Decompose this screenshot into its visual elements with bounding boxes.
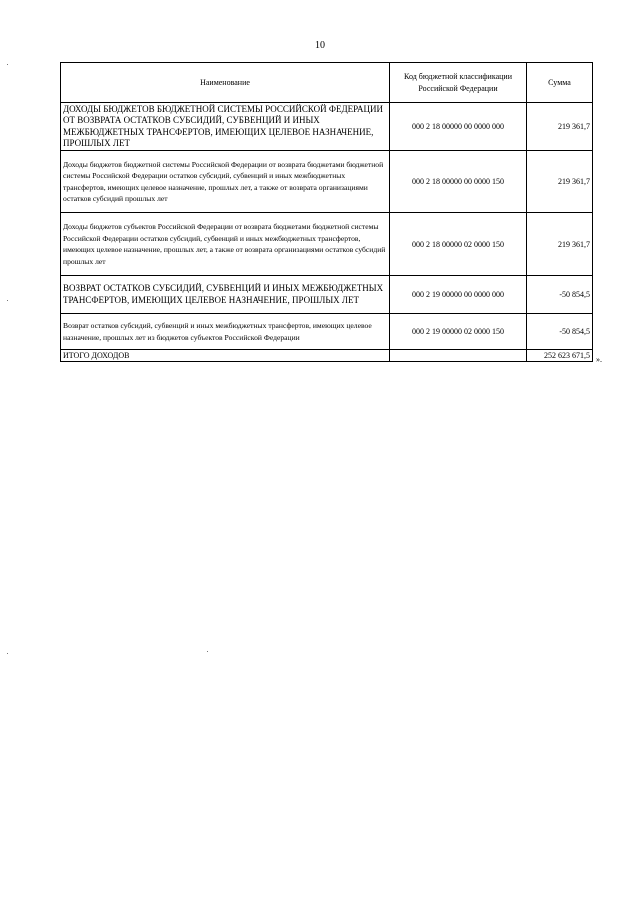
table-row <box>61 314 593 350</box>
row-code: 000 2 18 00000 00 0000 150 <box>390 151 527 213</box>
page-number: 10 <box>315 40 325 51</box>
closing-quote-mark: ». <box>596 355 602 364</box>
total-label: ИТОГО ДОХОДОВ <box>61 350 390 362</box>
row-sum: -50 854,5 <box>527 276 593 314</box>
column-header-sum: Сумма <box>527 63 593 103</box>
row-sum: 219 361,7 <box>527 151 593 213</box>
scan-speck <box>207 651 208 652</box>
table-row <box>61 276 593 314</box>
table-row <box>61 151 593 213</box>
row-sum: -50 854,5 <box>527 314 593 350</box>
total-row <box>61 350 593 362</box>
row-name: ДОХОДЫ БЮДЖЕТОВ БЮДЖЕТНОЙ СИСТЕМЫ РОССИЙСКОЙ ФЕДЕРАЦИИ ОТ ВОЗВРАТА ОСТАТКОВ СУБСИДИЙ, СУБВЕНЦИЙ И ИНЫХ МЕЖБЮДЖЕТНЫХ ТРАНСФЕРТОВ, ИМЕЮЩИХ ЦЕЛЕВОЕ НАЗНАЧЕНИЕ, ПРОШЛЫХ ЛЕТ <box>61 103 390 151</box>
total-sum: 252 623 671,5 <box>527 350 593 362</box>
row-name: ВОЗВРАТ ОСТАТКОВ СУБСИДИЙ, СУБВЕНЦИЙ И ИНЫХ МЕЖБЮДЖЕТНЫХ ТРАНСФЕРТОВ, ИМЕЮЩИХ ЦЕЛЕВОЕ НАЗНАЧЕНИЕ, ПРОШЛЫХ ЛЕТ <box>61 276 390 314</box>
row-name: Доходы бюджетов бюджетной системы Российской Федерации от возврата бюджетами бюджетной системы Российской Федерации остатков субсидий, субвенций и иных межбюджетных трансфертов, имеющих целевое назначение, прошлых лет, а также от возврата организациями остатков субсидий прошлых лет <box>61 151 390 213</box>
column-header-name: Наименование <box>61 63 390 103</box>
row-sum: 219 361,7 <box>527 213 593 276</box>
row-name: Доходы бюджетов субъектов Российской Федерации от возврата бюджетами бюджетной системы Российской Федерации остатков субсидий, субвенций и иных межбюджетных трансфертов, имеющих целевое назначение, прошлых лет, а также от возврата организациями остатков субсидий прошлых лет <box>61 213 390 276</box>
row-code: 000 2 18 00000 00 0000 000 <box>390 103 527 151</box>
row-code: 000 2 19 00000 00 0000 000 <box>390 276 527 314</box>
scan-speck <box>7 64 8 65</box>
table-row <box>61 103 593 151</box>
row-sum: 219 361,7 <box>527 103 593 151</box>
table-row <box>61 213 593 276</box>
total-code <box>390 350 527 362</box>
row-code: 000 2 19 00000 02 0000 150 <box>390 314 527 350</box>
row-code: 000 2 18 00000 02 0000 150 <box>390 213 527 276</box>
scan-speck <box>7 653 8 654</box>
scan-speck <box>7 300 8 301</box>
column-header-code: Код бюджетной классификации Российской Федерации <box>390 63 527 103</box>
revenue-table <box>60 62 593 362</box>
table-header-row <box>61 63 593 103</box>
row-name: Возврат остатков субсидий, субвенций и иных межбюджетных трансфертов, имеющих целевое назначение, прошлых лет из бюджетов субъектов Российской Федерации <box>61 314 390 350</box>
